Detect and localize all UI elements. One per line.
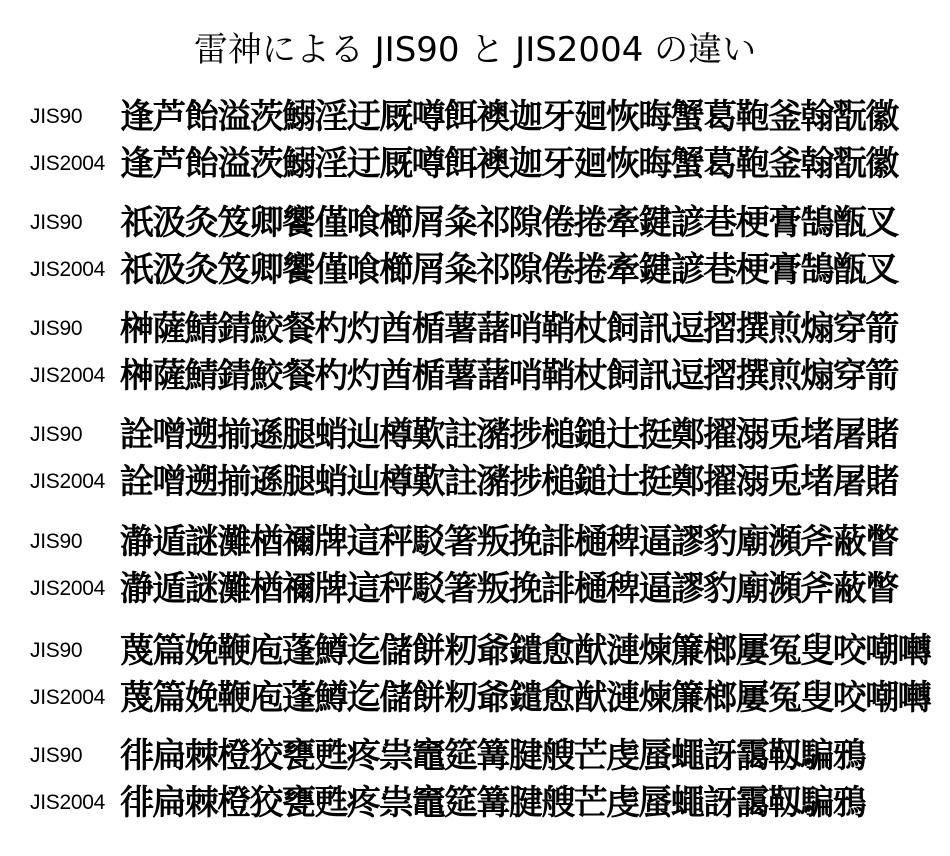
row-jis90: [0, 97, 950, 137]
row-label-jis2004: JIS2004: [30, 577, 105, 600]
row-jis2004: [0, 569, 950, 609]
row-jis90: [0, 631, 950, 671]
row-jis90: [0, 309, 950, 349]
glyph-sequence-jis2004: 詮噌遡揃遜腿蛸辿樽歎註瀦捗槌鎚辻挺鄭擢溺兎堵屠賭: [120, 462, 898, 502]
glyph-sequence-jis2004: 徘扁棘橙狡甕甦疼祟竈筵篝腱艘芒虔蜃蠅訝靄靱騙鴉: [120, 783, 866, 823]
glyph-sequence-jis90: 逢芦飴溢茨鰯淫迂厩噂餌襖迦牙廻恢晦蟹葛鞄釜翰翫徽: [120, 97, 898, 137]
row-jis2004: [0, 144, 950, 184]
glyph-sequence-jis2004: 榊薩鯖錆鮫餐杓灼酋楯薯藷哨鞘杖飼訊逗摺撰煎煽穿箭: [120, 356, 898, 396]
row-jis2004: [0, 462, 950, 502]
glyph-sequence-jis2004: 祇汲灸笈卿饗僅喰櫛屑粂祁隙倦捲牽鍵諺巷梗膏鵠甑叉: [120, 250, 898, 290]
row-label-jis90: JIS90: [30, 530, 83, 553]
row-label-jis2004: JIS2004: [30, 152, 105, 175]
row-jis2004: [0, 250, 950, 290]
row-jis2004: [0, 783, 950, 823]
row-jis90: [0, 203, 950, 243]
glyph-sequence-jis90: 瀞遁謎灘楢禰牌這秤駁箸叛挽誹樋稗逼謬豹廟瀕斧蔽瞥: [120, 522, 898, 562]
row-label-jis90: JIS90: [30, 105, 83, 128]
row-jis2004: [0, 678, 950, 718]
glyph-sequence-jis90: 詮噌遡揃遜腿蛸辿樽歎註瀦捗槌鎚辻挺鄭擢溺兎堵屠賭: [120, 415, 898, 455]
glyph-sequence-jis2004: 逢芦飴溢茨鰯淫迂厩噂餌襖迦牙廻恢晦蟹葛鞄釜翰翫徽: [120, 144, 898, 184]
glyph-sequence-jis2004: 蔑篇娩鞭庖蓬鱒迄儲餅籾爺鑓愈猷漣煉簾榔屢冤叟咬嘲囀: [120, 678, 930, 718]
row-label-jis90: JIS90: [30, 211, 83, 234]
glyph-sequence-jis90: 蔑篇娩鞭庖蓬鱒迄儲餅籾爺鑓愈猷漣煉簾榔屢冤叟咬嘲囀: [120, 631, 930, 671]
row-jis90: [0, 522, 950, 562]
row-label-jis90: JIS90: [30, 639, 83, 662]
glyph-sequence-jis90: 榊薩鯖錆鮫餐杓灼酋楯薯藷哨鞘杖飼訊逗摺撰煎煽穿箭: [120, 309, 898, 349]
glyph-sequence-jis90: 徘扁棘橙狡甕甦疼祟竈筵篝腱艘芒虔蜃蠅訝靄靱騙鴉: [120, 736, 866, 776]
row-label-jis2004: JIS2004: [30, 791, 105, 814]
row-label-jis2004: JIS2004: [30, 364, 105, 387]
row-label-jis2004: JIS2004: [30, 470, 105, 493]
row-label-jis2004: JIS2004: [30, 686, 105, 709]
row-jis90: [0, 736, 950, 776]
glyph-sequence-jis90: 祇汲灸笈卿饗僅喰櫛屑粂祁隙倦捲牽鍵諺巷梗膏鵠甑叉: [120, 203, 898, 243]
row-label-jis90: JIS90: [30, 744, 83, 767]
page-title: 雷神による JIS90 と JIS2004 の違い: [193, 30, 757, 70]
row-label-jis90: JIS90: [30, 423, 83, 446]
row-jis2004: [0, 356, 950, 396]
row-label-jis2004: JIS2004: [30, 258, 105, 281]
glyph-sequence-jis2004: 瀞遁謎灘楢禰牌這秤駁箸叛挽誹樋稗逼謬豹廟瀕斧蔽瞥: [120, 569, 898, 609]
row-label-jis90: JIS90: [30, 317, 83, 340]
row-jis90: [0, 415, 950, 455]
